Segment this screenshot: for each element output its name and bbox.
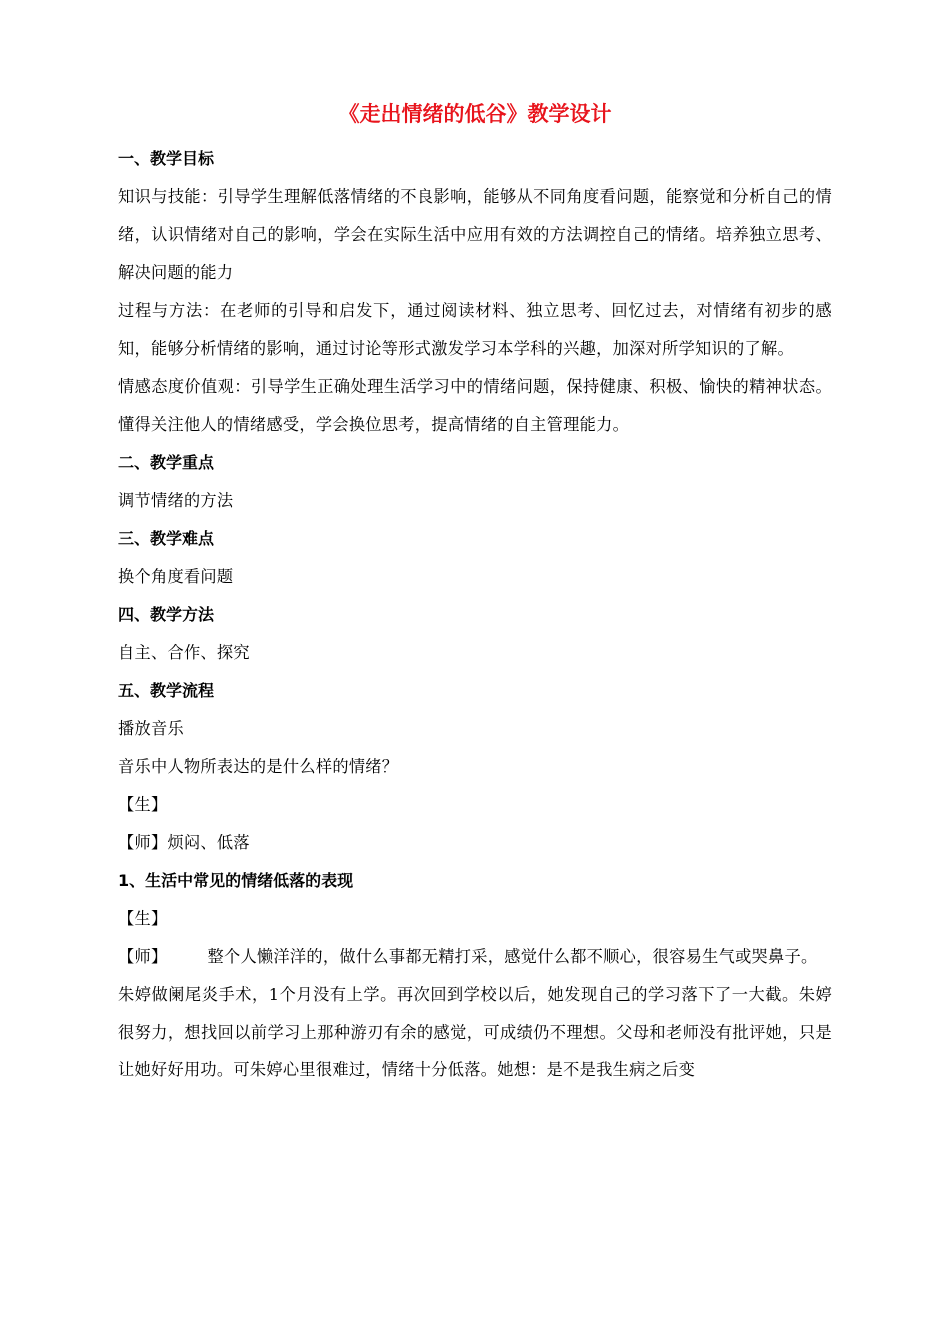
section-heading-key-points: 二、教学重点 xyxy=(118,453,215,472)
paragraph-methods: 自主、合作、探究 xyxy=(118,643,250,662)
section-heading-process: 五、教学流程 xyxy=(118,681,215,700)
section-heading-difficulties: 三、教学难点 xyxy=(118,529,215,548)
paragraph-key-points: 调节情绪的方法 xyxy=(118,491,234,510)
document-title: 《走出情绪的低谷》教学设计 xyxy=(338,102,612,126)
paragraph-music-question: 音乐中人物所表达的是什么样的情绪？ xyxy=(118,757,399,776)
section-heading-methods: 四、教学方法 xyxy=(118,605,215,624)
section-heading-teaching-goals: 一、教学目标 xyxy=(118,149,215,168)
paragraph-process-method: 过程与方法：在老师的引导和启发下，通过阅读材料、独立思考、回忆过去，对情绪有初步的感知，能够分析情绪的影响，通过讨论等形式激发学习本学科的兴趣，加深对所学知识的了解。 xyxy=(118,301,832,358)
paragraph-knowledge-skills: 知识与技能：引导学生理解低落情绪的不良影响，能够从不同角度看问题，能察觉和分析自己的情绪，认识情绪对自己的影响，学会在实际生活中应用有效的方法调控自己的情绪。培养独立思考、解决问题的能力 xyxy=(118,187,832,282)
teacher-description-text: 整个人懒洋洋的，做什么事都无精打采，感觉什么都不顺心，很容易生气或哭鼻子。 xyxy=(207,947,818,966)
paragraph-emotion-values: 情感态度价值观：引导学生正确处理生活学习中的情绪问题，保持健康、积极、愉快的精神状态。懂得关注他人的情绪感受，学会换位思考，提高情绪的自主管理能力。 xyxy=(118,377,832,434)
section-heading-low-mood: 1、生活中常见的情绪低落的表现 xyxy=(118,871,354,890)
teacher-label: 【师】 xyxy=(118,947,168,966)
paragraph-teacher-answer: 【师】烦闷、低落 xyxy=(118,833,250,852)
paragraph-teacher-description xyxy=(118,938,832,976)
paragraph-difficulties: 换个角度看问题 xyxy=(118,567,234,586)
paragraph-zhu-ting-story: 朱婷做阑尾炎手术，1个月没有上学。再次回到学校以后，她发现自己的学习落下了一大截。朱婷很努力，想找回以前学习上那种游刃有余的感觉，可成绩仍不理想。父母和老师没有批评她，只是让她好好用功。可朱婷心里很难过，情绪十分低落。她想：是不是我生病之后变 xyxy=(118,985,832,1079)
paragraph-play-music: 播放音乐 xyxy=(118,719,184,738)
paragraph-student-label: 【生】 xyxy=(118,795,168,814)
paragraph-student-label-2: 【生】 xyxy=(118,909,168,928)
